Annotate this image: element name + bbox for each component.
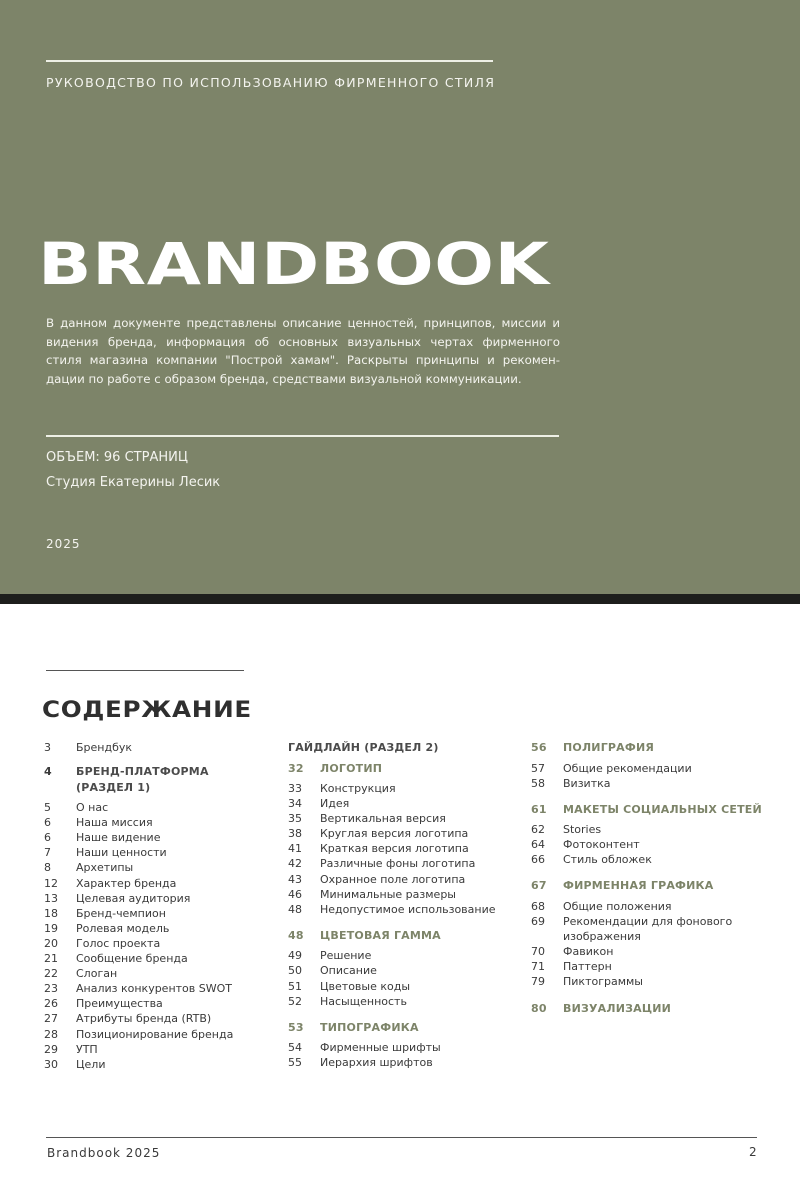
toc-page-number: 52 (288, 994, 302, 1008)
toc-label: Характер бренда (76, 876, 177, 890)
toc-page-number: 3 (44, 741, 51, 754)
toc-entry[interactable] (531, 944, 771, 959)
toc-page-number: 8 (44, 861, 51, 875)
cover-middle-rule (46, 435, 559, 437)
toc-label: Фавикон (563, 945, 614, 959)
contents-title: СОДЕРЖАНИЕ (42, 698, 252, 723)
toc-label: Различные фоны логотипа (320, 857, 476, 871)
cover-title: BRANDBOOK (38, 230, 550, 298)
toc-entry[interactable] (531, 822, 771, 837)
toc-label: Вертикальная версия (320, 812, 446, 826)
toc-label: О нас (76, 801, 109, 815)
toc-section-typography[interactable] (288, 1020, 518, 1036)
toc-label: Пиктограммы (563, 975, 643, 989)
toc-label: Насыщенность (320, 994, 407, 1008)
toc-list-social (531, 822, 771, 867)
toc-section-guideline[interactable] (288, 740, 518, 756)
toc-page-number: 55 (288, 1056, 302, 1070)
toc-page-number: 42 (288, 857, 302, 871)
toc-section-print[interactable] (531, 740, 771, 756)
toc-entry[interactable] (288, 811, 518, 826)
toc-page-number: 48 (288, 902, 302, 916)
toc-label: Позиционирование бренда (76, 1027, 234, 1041)
toc-entry[interactable] (288, 887, 518, 902)
toc-page-number: 20 (44, 936, 58, 950)
toc-label: Фотоконтент (563, 838, 640, 852)
toc-label: Брендбук (76, 741, 133, 754)
toc-list-graphics (531, 899, 771, 990)
toc-page-number: 23 (44, 982, 58, 996)
toc-label: Слоган (76, 967, 118, 981)
toc-entry[interactable] (288, 872, 518, 887)
toc-entry[interactable] (531, 837, 771, 852)
toc-page-number: 19 (44, 921, 58, 935)
cover-top-rule (46, 60, 493, 62)
toc-page-number: 48 (288, 928, 304, 942)
toc-page-number: 41 (288, 842, 302, 856)
toc-page-number: 12 (44, 876, 58, 890)
toc-entry[interactable] (44, 966, 274, 981)
toc-section-graphics[interactable] (531, 878, 771, 894)
toc-page-number: 5 (44, 801, 51, 815)
toc-label: Паттерн (563, 960, 612, 974)
toc-label: Охранное поле логотипа (320, 872, 466, 886)
toc-page-number: 61 (531, 802, 547, 816)
toc-page-number: 56 (531, 741, 547, 754)
toc-label: Недопустимое использование (320, 902, 496, 916)
toc-entry[interactable] (44, 860, 274, 875)
toc-section-visualizations[interactable] (531, 1001, 771, 1017)
toc-list-colors (288, 948, 518, 1008)
toc-section-label: ФИРМЕННАЯ ГРАФИКА (563, 879, 714, 893)
toc-list-brand-platform (44, 800, 274, 1072)
toc-page-number: 80 (531, 1001, 547, 1015)
toc-page-number: 43 (288, 872, 302, 886)
toc-label: Голос проекта (76, 936, 161, 950)
toc-page-number: 62 (531, 823, 545, 837)
toc-label: Фирменные шрифты (320, 1041, 441, 1055)
toc-entry[interactable] (288, 994, 518, 1009)
toc-label: Бренд-чемпион (76, 906, 166, 920)
cover-volume: ОБЪЕМ: 96 СТРАНИЦ (46, 450, 188, 465)
toc-label: Stories (563, 823, 602, 837)
toc-entry[interactable] (44, 876, 274, 891)
toc-entry[interactable] (44, 1027, 274, 1042)
toc-entry[interactable] (288, 979, 518, 994)
toc-label: Иерархия шрифтов (320, 1056, 433, 1070)
cover-section (0, 0, 800, 594)
toc-page-number: 54 (288, 1041, 302, 1055)
toc-section-label: ЛОГОТИП (320, 761, 383, 775)
cover-year: 2025 (46, 537, 81, 551)
toc-section-social[interactable] (531, 802, 771, 818)
toc-list-typography (288, 1040, 518, 1070)
toc-label: УТП (76, 1042, 98, 1056)
toc-page-number: 6 (44, 816, 51, 830)
toc-label: Архетипы (76, 861, 134, 875)
toc-label: Круглая версия логотипа (320, 827, 469, 841)
toc-section-label: ПОЛИГРАФИЯ (563, 741, 655, 754)
toc-label: Общие рекомендации (563, 761, 692, 775)
toc-page-number: 30 (44, 1057, 58, 1071)
toc-entry[interactable] (288, 963, 518, 978)
toc-entry[interactable] (44, 740, 274, 755)
toc-entry[interactable] (44, 800, 274, 815)
footer-rule (46, 1137, 757, 1138)
toc-page-number: 29 (44, 1042, 58, 1056)
contents-column-3 (531, 740, 771, 1021)
toc-entry[interactable] (44, 1011, 274, 1026)
toc-entry[interactable] (44, 996, 274, 1011)
toc-page-number: 6 (44, 831, 51, 845)
toc-section-label: ЦВЕТОВАЯ ГАММА (320, 928, 441, 942)
toc-label: Наше видение (76, 831, 161, 845)
toc-entry[interactable] (44, 921, 274, 936)
contents-column-2 (288, 740, 518, 1070)
toc-page-number: 13 (44, 891, 58, 905)
toc-label: Цветовые коды (320, 979, 411, 993)
toc-section-label: МАКЕТЫ СОЦИАЛЬНЫХ СЕТЕЙ (563, 802, 762, 816)
page-number: 2 (749, 1145, 757, 1159)
toc-page-number: 46 (288, 887, 302, 901)
toc-page-number: 70 (531, 945, 545, 959)
toc-label: Цели (76, 1057, 106, 1071)
toc-page-number: 26 (44, 997, 58, 1011)
toc-entry[interactable] (288, 781, 518, 796)
cover-subtitle: РУКОВОДСТВО ПО ИСПОЛЬЗОВАНИЮ ФИРМЕННОГО СТИЛЯ (46, 75, 496, 90)
toc-section-label: БРЕНД-ПЛАТФОРМА (РАЗДЕЛ 1) (76, 765, 209, 794)
cover-description: В данном документе представлены описание ценностей, принципов, миссии и видения бренда, информация об основных визуальных чертах фирменного стиля магазина компании "Построй хамам". Раскрыты принципы и рекомендации по работе с образом бренда, средствами визуальной коммуникации. (46, 316, 560, 386)
toc-entry[interactable] (288, 902, 518, 917)
contents-rule (46, 670, 244, 671)
toc-page-number: 38 (288, 827, 302, 841)
toc-entry[interactable] (288, 841, 518, 856)
toc-entry[interactable] (531, 776, 771, 791)
toc-entry[interactable] (531, 959, 771, 974)
toc-entry[interactable] (288, 796, 518, 811)
toc-label: Визитка (563, 776, 611, 790)
toc-label: Идея (320, 797, 350, 811)
toc-entry[interactable] (288, 856, 518, 871)
toc-section-label: ГАЙДЛАЙН (РАЗДЕЛ 2) (288, 741, 439, 754)
toc-page-number: 69 (531, 915, 545, 929)
toc-page-number: 53 (288, 1020, 304, 1034)
toc-page-number: 33 (288, 782, 302, 795)
toc-page-number: 4 (44, 765, 52, 779)
toc-entry[interactable] (44, 906, 274, 921)
toc-page-number: 79 (531, 975, 545, 989)
toc-entry[interactable] (44, 891, 274, 906)
toc-label: Атрибуты бренда (RTB) (76, 1012, 212, 1026)
toc-label: Стиль обложек (563, 853, 652, 867)
toc-list-logo (288, 781, 518, 917)
toc-label: Решение (320, 949, 372, 963)
toc-entry[interactable] (44, 951, 274, 966)
toc-label: Наши ценности (76, 846, 167, 860)
toc-label: Минимальные размеры (320, 887, 456, 901)
toc-page-number: 18 (44, 906, 58, 920)
toc-entry[interactable] (531, 914, 771, 944)
toc-page-number: 35 (288, 812, 302, 826)
toc-entry[interactable] (44, 981, 274, 996)
toc-label: Сообщение бренда (76, 952, 188, 966)
toc-entry[interactable] (531, 899, 771, 914)
toc-section-label: ТИПОГРАФИКА (320, 1020, 419, 1034)
toc-label: Общие положения (563, 899, 672, 913)
toc-entry[interactable] (288, 948, 518, 963)
toc-label: Рекомендации для фонового изображения (563, 915, 733, 944)
toc-entry[interactable] (44, 845, 274, 860)
toc-section-label: ВИЗУАЛИЗАЦИИ (563, 1001, 672, 1015)
toc-label: Преимущества (76, 997, 163, 1011)
toc-page-number: 64 (531, 838, 545, 852)
toc-entry[interactable] (531, 974, 771, 989)
toc-entry[interactable] (44, 1057, 274, 1072)
toc-entry[interactable] (44, 936, 274, 951)
toc-page-number: 22 (44, 967, 58, 981)
toc-page-number: 27 (44, 1012, 58, 1026)
toc-page-number: 51 (288, 979, 302, 993)
contents-column-1 (44, 740, 274, 1072)
toc-page-number: 7 (44, 846, 51, 860)
toc-section-brand-platform[interactable] (44, 764, 274, 795)
toc-page-number: 58 (531, 776, 545, 790)
toc-entry[interactable] (288, 1040, 518, 1055)
toc-page-number: 57 (531, 761, 545, 775)
toc-list-print (531, 761, 771, 791)
toc-section-logo[interactable] (288, 761, 518, 777)
toc-label: Целевая аудитория (76, 891, 191, 905)
toc-entry[interactable] (44, 1042, 274, 1057)
toc-section-colors[interactable] (288, 928, 518, 944)
toc-page-number: 68 (531, 899, 545, 913)
toc-label: Конструкция (320, 782, 396, 795)
toc-entry[interactable] (288, 826, 518, 841)
toc-page-number: 34 (288, 797, 302, 811)
toc-label: Описание (320, 964, 377, 978)
footer-title: Brandbook 2025 (47, 1146, 161, 1160)
toc-entry[interactable] (531, 852, 771, 867)
cover-bottom-bar (0, 594, 800, 604)
toc-page-number: 71 (531, 960, 545, 974)
toc-page-number: 28 (44, 1027, 58, 1041)
toc-page-number: 50 (288, 964, 302, 978)
toc-page-number: 66 (531, 853, 545, 867)
cover-studio: Студия Екатерины Лесик (46, 475, 221, 490)
toc-page-number: 67 (531, 879, 547, 893)
toc-page-number: 32 (288, 761, 304, 775)
toc-label: Краткая версия логотипа (320, 842, 469, 856)
toc-entry[interactable] (288, 1055, 518, 1070)
toc-page-number: 49 (288, 949, 302, 963)
toc-entry[interactable] (531, 761, 771, 776)
toc-entry[interactable] (44, 830, 274, 845)
toc-page-number: 21 (44, 952, 58, 966)
toc-entry[interactable] (44, 815, 274, 830)
toc-label: Ролевая модель (76, 921, 170, 935)
toc-label: Наша миссия (76, 816, 153, 830)
toc-label: Анализ конкурентов SWOT (76, 982, 232, 996)
